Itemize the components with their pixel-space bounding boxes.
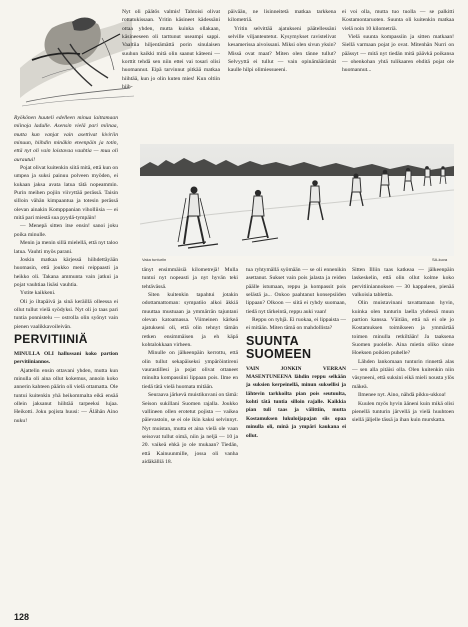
col2-bottom-para-4: Seuraava järkevä muistikuvani on tämä: Seison sukillani Suomen rajalla. Joukko vallineen ollen erotetut pojista — vaikea päievastoin, se ei ole ikin kaksi selvinnyt. Nyt muistan, mutta et aina vielä ole vaan seisovat tullut oimä, niin ja neljä — 10 ja 20. vaikeä ehkä jo ole mukaan? Tiedän, että Kainuunmille, jossa oli vanha aidäkälliä 18. [142, 392, 238, 465]
col2-bottom-para-2: Siten kuitenkin tapahtui jotakin odottamattoman: sympatiio alkoi äkkiä muuttaa mustuaan ja ymmärrän tajuntani olevan katoamassa. Viimeinen kärkeä ajatukseni oli, että olin tehnyt tämän retken ensimmäisen ja eh käpä kohtalokkaan virheen. [142, 292, 238, 349]
photo-caption-right: SA-kuva [432, 257, 448, 262]
col1-para-5: Ystite kaikkeni. [20, 290, 56, 297]
col1-para-3: Menin ja menin sillä mielellä, että nyt taloo latua. Vauhti myös parani. [14, 240, 118, 255]
column-3-bottom [246, 266, 346, 608]
col3-bottom-para-2: Reppu on tyhjä. Ei ruokaa, ei lippaista — ei mitään. Miten tämä on mahdollista? [246, 317, 346, 332]
col4-bottom-para-5: Kuulen myös hyvin ääneni kuin mikä olisi pienellä tunturin järvellä ja vielä huuhtoen siellä jäljelle tässä ja ihan kuin murskatta. [352, 400, 454, 424]
col1-para-4: Joskin matkaa kärjessä hiihdettäyään huomasin, että joukko meni reippaasti ja heikko oli. Takana ammunta vain jatkui ja pojat vauhtiaa lisäsi vauhtia. [14, 256, 118, 288]
column-4-bottom [352, 266, 454, 608]
skiers-photo [140, 144, 454, 256]
col1-para-6: Oli jo iltapäivä ja sinä keräillä olleessa ei ollut tullut vielä syödyksi. Nyt oli jo taas pari tuntia ponnistelu — ostrolla olin syönyt vain pienen vaalikkavoileivän. [14, 298, 118, 330]
col1-para-1: Pojat olivat kuitenkin siitä mitä, että kun on umpea ja suksi painuu polveen myöden, ei kukaan jaksa avata latua tätä nopeammin. Purin meihen pojiin viivyttää perässä. Taisin silloin vähän kimpaantua ja totesin perässä olevan ainakin Kompppanian viholliisia — ei mitä pari miestä sua pyydä-tympäin! [14, 165, 118, 222]
col3-top-para-1: päivään, ne lisinneitetä matkaa tarkkena kilometriä. [228, 9, 336, 24]
col4-top-para-1: ei voi olla, mutta tuo tuolla — se palkitti Kostamontaruoten. Suunta oli kuitenkin matkaa vielä noin 10 kilometriä. [342, 9, 454, 32]
col2-top-text: Nyt oli päätös valmis! Tahtoisi olivat rottatukissaan. Yritin käsineet kädessäni ottaa yhden, mutta kuinka ollakaan, käsineeseen oli tarttunut useampi sappi. Vaaltiia hiljentämättä porin sinulaisen suuhun kaikki mitä olin saanut käteeni — korttit tehdä sen niin ettei vai tosari olisi huomannut. Eipä tarvinnut pitkää matkaa hiihtää, kun jo olin kuten mies! Kun oltiin hiih- [122, 9, 220, 91]
column-4-top [342, 8, 454, 142]
heading-suunta-suomeen: SUUNTA SUOMEEN [246, 333, 312, 362]
col3-bottom-lead: VAIN JONKIN VERRAN MASENTUNEENA lähdin reppu selkään ja suksien kerpeinellä, minun suksellisi ja lähtevin tarkkoilta pian pois seutuulta, kohti tätä tuntia silloin rajalle. Kaikkia pian tuli taas ja välittiin, mutta Kostamuksen lukuloijapajan siis opaa minulla oli, minä ja ympäri kaukana ei ollut. [246, 365, 346, 439]
col2-bottom-para-3: Minulle on jälkeenpäin kerrottu, että olin tullut sekapäiseksi ympäröintireni vaurastillesi ja pojat olivat ottaneet minulta kompassiini lippaan pois. Ilme en tiedä tätä vielä huomata mitään. [142, 350, 238, 390]
col4-top-para-2: Vielä suunta kompassiin ja sitten matkaan! Siellä varmaan pojat jo ovat. Mitenhän Nurri on päässyt — mitä nyt tiedän mitä päävkä poikansa — ohenkohan yhtä tulikaaren ehditä pojat ole huomannut... [342, 34, 454, 74]
column-2-top [122, 8, 220, 142]
col1-lead: MINULLA OLI hallussani koko partion pervitiiniannos. [14, 350, 118, 366]
col4-bottom-para-1: Sitten Illiin taas katkeaa — jälkeenpäin laskeskelin, että olin ollut kolme koko pervitiiniannoksen — 30 kappaleen, pienää valkoisia tablettia. [352, 267, 454, 299]
col4-bottom-para-3: Lähden lankomaan tunturin rinnettä alas — sen alla pitäisi olla. Olen kuitenkin niin väsyneeni, että suksini eikä mieli nousta ylös mäkeä. [352, 358, 454, 390]
col3-bottom-para-1: tua ryhtymällä syömään — se oli ennenikin asettanut. Sukset vain pois jalasta ja reiden päälle istumaan, reppu ja kompassit pois selästä ja... Onkoo paahtanut konsepsiiden lippaan? Olkoon — siitä ei ryhdy suomaan, tiedä nyt tärkeintä, reppu auki vaan! [246, 267, 346, 315]
col1-para-7: Ajattelin ensin ottavani yhden, mutta kun minulla oli aina ollut kokemus, annoin koko annerin kahteen päärin oli vielä ottamatta. Ole tuntui kuitenkin yhä heikommalta eikä ensää ollein jaksanut hiihtää tarpeeksi lujaa. Heikotti. Joku pojista huusi: — Älähän Aino nuku! [14, 367, 118, 424]
col3-top-para-2: Yritin selvittää ajatukseni päätellessäni selville viljanteutetut. Kysymykset ravistelivat kesamerissa aivoissani. Miksi olen sivun yksin? Missä ovat maat? Miten olen tänne tullut? Selvyyttä ei tullut — vain opinämäärämät kaulle hilpi olimiessueeni. [228, 25, 336, 74]
heading-pervitiinia: PERVITIINIÄ [14, 331, 88, 346]
column-2-bottom [142, 266, 238, 608]
illustration-caption: Ryökönen huuteli edelleen minua laittamaan miinoja ladulle. Asensin vielä pari miinaa, mutta kun vanjat vain asettivat kiviriin minuun, hiihdin minäkin eteenpäin ja totin, että nyt oli vain loistavaa vauhtia — muu oli aurautui! [14, 115, 118, 163]
col2-bottom-para-1: tänyt ensimmäisiä kilometrejä! Mulla tuntui nyt nopeasti ja nyt hyvän teki tehtävässä. [142, 267, 238, 290]
col1-para-2: — Menepä sitten itse ensin! sanoi joku poika minulle. [14, 223, 118, 238]
column-3-top [228, 8, 336, 142]
column-1 [14, 114, 118, 608]
photo-caption-left: Vaka tunturiin [142, 257, 167, 262]
page-number: 128 [14, 612, 30, 622]
soldier-sketch-illustration [12, 8, 136, 112]
col4-bottom-para-4: Ilmenee nyt. Aino, nähdä pikku-ukkoa! [358, 392, 446, 399]
col4-bottom-para-2: Olin muistavinani tavattamaan hyvin, kuinka olen tunturin laella yhdessä muun partion kanssa. Väitiän, että nä ei ole jo Kostamuksen toimikseen ja ymmärtää toimen minulla retkiltään! Ja taaksena Suomen puolelle. Aina mietin oliko sinne Hoeksen poikien puhelle? [352, 300, 454, 357]
